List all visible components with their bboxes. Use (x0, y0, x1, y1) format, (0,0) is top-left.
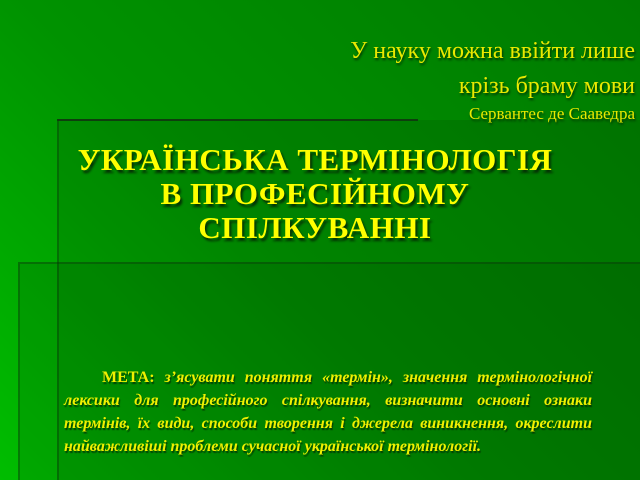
epigraph-line-2: крізь браму мови (458, 73, 635, 99)
epigraph-attribution: Сервантес де Сааведра (468, 104, 635, 123)
meta-label: МЕТА: (102, 369, 155, 386)
title-line-3: СПІЛКУВАННІ (198, 210, 432, 245)
slide-body (64, 366, 592, 458)
slide-title (57, 143, 573, 245)
title-line-1: УКРАЇНСЬКА ТЕРМІНОЛОГІЯ (77, 142, 553, 177)
meta-text: з’ясувати поняття «термін», значення термінологічної лексики для професійного спілкування, визначити основні ознаки термінів, їх види, способи творення і джерела виникнення, окреслити найважливіші проблеми сучасної української термінології. (64, 369, 593, 455)
epigraph-line-1: У науку можна ввійти лише (350, 38, 635, 64)
title-line-2: В ПРОФЕСІЙНОМУ (160, 176, 470, 211)
epigraph (120, 34, 635, 123)
